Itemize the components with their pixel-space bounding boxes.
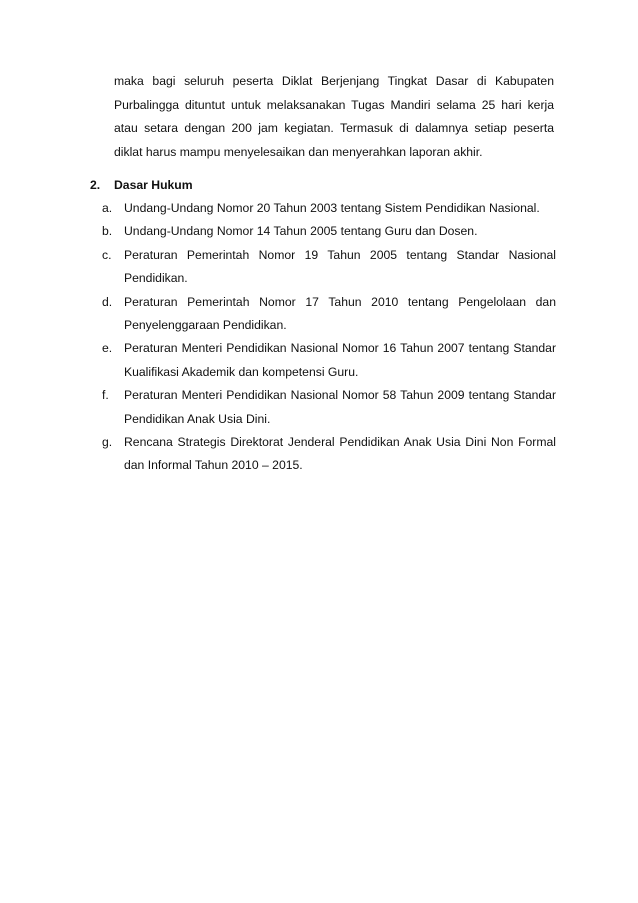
section-dasar-hukum xyxy=(90,177,556,478)
list-item-text: Rencana Strategis Direktorat Jenderal Pendidikan Anak Usia Dini Non Formal dan Informal Tahun 2010 – 2015. xyxy=(124,435,556,473)
list-item-marker: f. xyxy=(102,388,109,403)
list-item xyxy=(90,244,556,291)
section-heading xyxy=(90,177,556,193)
list-item xyxy=(90,291,556,338)
list-item-text: Undang-Undang Nomor 14 Tahun 2005 tentang Guru dan Dosen. xyxy=(124,224,478,239)
list-item-text: Peraturan Menteri Pendidikan Nasional Nomor 16 Tahun 2007 tentang Standar Kualifikasi Akademik dan kompetensi Guru. xyxy=(124,341,556,379)
list-item-marker: d. xyxy=(102,294,113,309)
list-item-marker: g. xyxy=(102,435,113,450)
list-item-text: Peraturan Pemerintah Nomor 17 Tahun 2010 tentang Pengelolaan dan Penyelenggaraan Pendidikan. xyxy=(124,294,556,333)
list-item-marker: e. xyxy=(102,341,113,356)
section-title: Dasar Hukum xyxy=(114,178,193,192)
legal-basis-list xyxy=(90,197,556,478)
list-item-marker: b. xyxy=(102,224,113,239)
list-item-marker: a. xyxy=(102,201,113,215)
list-item-text: Undang-Undang Nomor 20 Tahun 2003 tentang Sistem Pendidikan Nasional. xyxy=(124,201,540,215)
list-item-text: Peraturan Pemerintah Nomor 19 Tahun 2005 tentang Standar Nasional Pendidikan. xyxy=(124,247,556,286)
list-item xyxy=(90,431,556,478)
list-item xyxy=(90,384,556,431)
list-item xyxy=(90,220,556,243)
list-item xyxy=(90,337,556,384)
section-number: 2. xyxy=(90,178,101,192)
intro-paragraph: maka bagi seluruh peserta Diklat Berjenjang Tingkat Dasar di Kabupaten Purbalingga dituntut untuk melaksanakan Tugas Mandiri selama 25 hari kerja atau setara dengan 200 jam kegiatan. Termasuk di dalamnya setiap peserta diklat harus mampu menyelesaikan dan menyerahkan laporan akhir. xyxy=(114,74,554,159)
list-item xyxy=(90,197,556,220)
list-item-text: Peraturan Menteri Pendidikan Nasional Nomor 58 Tahun 2009 tentang Standar Pendidikan Anak Usia Dini. xyxy=(124,388,556,426)
list-item-marker: c. xyxy=(102,247,112,262)
